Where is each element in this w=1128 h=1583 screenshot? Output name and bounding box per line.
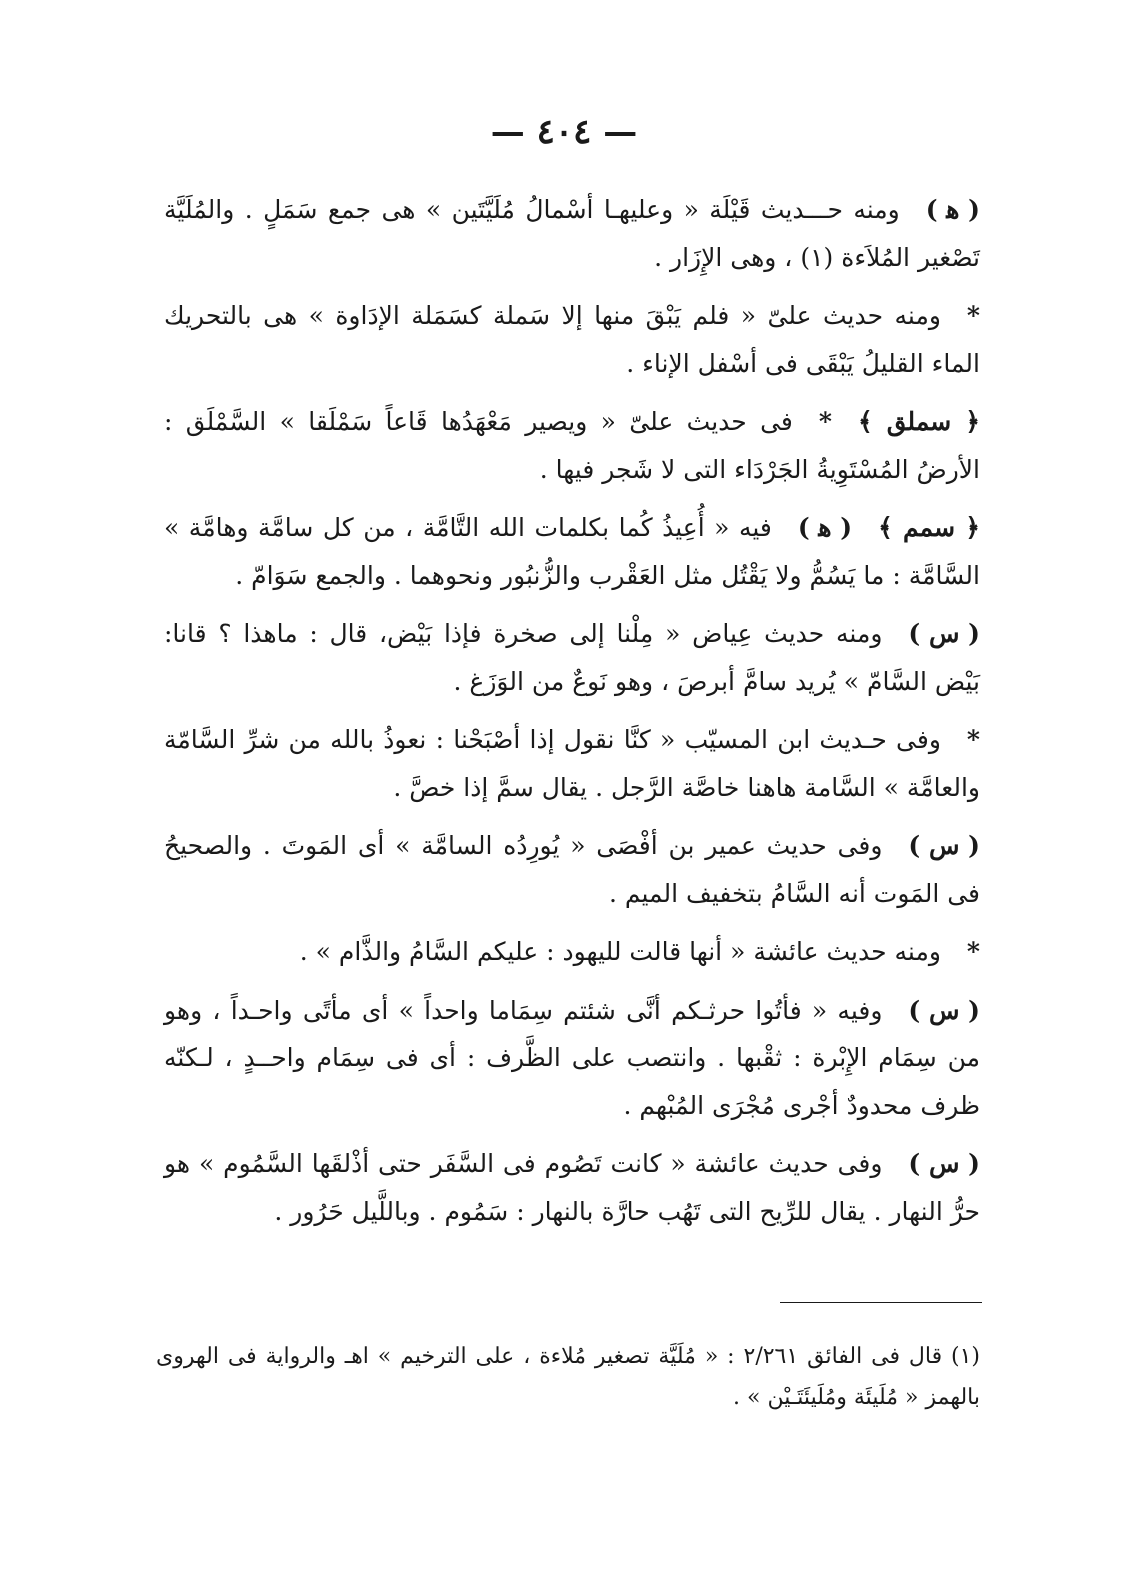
paragraph [164,987,980,1130]
source-marker: ( س ) [908,1149,980,1178]
main-text [164,186,980,1246]
page-number: — ٤٠٤ — [490,112,638,152]
paragraph [164,928,980,976]
source-marker: ( س ) [908,619,980,648]
source-marker: ( س ) [908,995,980,1025]
source-marker: * [966,937,980,966]
paragraph [164,186,980,281]
source-marker: * [966,725,980,754]
source-marker: ( س ) [908,831,980,860]
paragraph [164,398,980,493]
root-heading: ﴿ سملق ﴾ [857,407,980,436]
paragraph [164,504,980,599]
paragraph-text: ومنه حديث عائشة « أنها قالت لليهود : عليكم السَّامُ والذَّام » . [299,937,941,966]
root-heading: ﴿ سمم ﴾ [878,513,980,542]
paragraph-text: وفيه « فأتُوا حرثـكم أنَّى شئتم سِمَاما واحداً » أى مأتًى واحـداً ، وهو من سِمَام الإِبْرة : ثقْبها . وانتصب على الظَّرف : أى فى سِمَام واحــدٍ ، لـكنّه ظرف محدودٌ أجْرى مُجْرَى المُبْهم . [164,995,980,1120]
source-marker: * [966,301,980,330]
footnote: (١) قال فى الفائق ٢/٢٦١ : « مُلَيَّة تصغير مُلاءة ، على الترخيم » اهـ والرواية فى الهروى بالهمز « مُلَيئَة ومُلَيئَتَـيْن » . [156,1344,980,1410]
paragraph-text: فيه « أُعِيذُ كُما بكلمات الله التَّامَّة ، من كل سامَّة وهامَّة » السَّامَّة : ما يَسُمُّ ولا يَقْتُل مثل العَقْرب والزُّنبُور ونحوهما . والجمع سَوَامّ . [164,513,980,590]
paragraph [164,716,980,811]
paragraph-text: وفى حديث عائشة « كانت تَصُوم فى السَّفَر حتى أذْلقَها السَّمُوم » هو حرُّ النهار . يقال للرِّيح التى تَهُب حارَّة بالنهار : سَمُوم . وباللَّيل حَرُور . [164,1149,980,1226]
paragraph-text: ومنه حـــديث قَيْلَة « وعليهـا أسْمالُ مُلَيَّتَين » هى جمع سَمَلٍ . والمُلَيَّة تَصْغير المُلاَءة (١) ، وهى الإِزَار . [164,195,980,272]
source-marker: * [818,407,832,436]
paragraph [164,610,980,705]
paragraph-text: ومنه حديث علىّ « فلم يَبْقَ منها إلا سَملة كسَمَلة الإدَاوة » هى بالتحريك الماء القليلُ يَبْقَى فى أسْفل الإناء . [164,301,980,378]
paragraph-text: وفى حديث عمير بن أفْصَى « يُورِدُه السامَّة » أى المَوتَ . والصحيحُ فى المَوت أنه السَّامُ بتخفيف الميم . [164,831,980,908]
paragraph-text: فى حديث علىّ « ويصير مَعْهَدُها قَاعاً سَمْلَقا » السَّمْلَق : الأرضُ المُسْتَوِيةُ الجَرْدَاء التى لا شَجر فيها . [164,407,980,484]
source-marker: ( ﻫ ) [797,513,853,542]
paragraph-text: وفى حـديث ابن المسيّب « كنَّا نقول إذا أصْبَحْنا : نعوذُ بالله من شرِّ السَّامّة والعامَّة » السَّامة هاهنا خاصَّة الرَّجل . يقال سمَّ إذا خصَّ . [164,725,980,802]
paragraph-text: ومنه حديث عِياض « مِلْنا إلى صخرة فإذا بَيْض، قال : ماهذا ؟ قانا: بَيْض السَّامّ » يُريد سامَّ أبرصَ ، وهو نَوعٌ من الوَزَغ . [164,619,980,696]
paragraph [164,822,980,917]
paragraph [164,1140,980,1235]
paragraph [164,292,980,387]
source-marker: ( ﻫ ) [925,195,980,224]
footnote-divider [780,1302,982,1303]
